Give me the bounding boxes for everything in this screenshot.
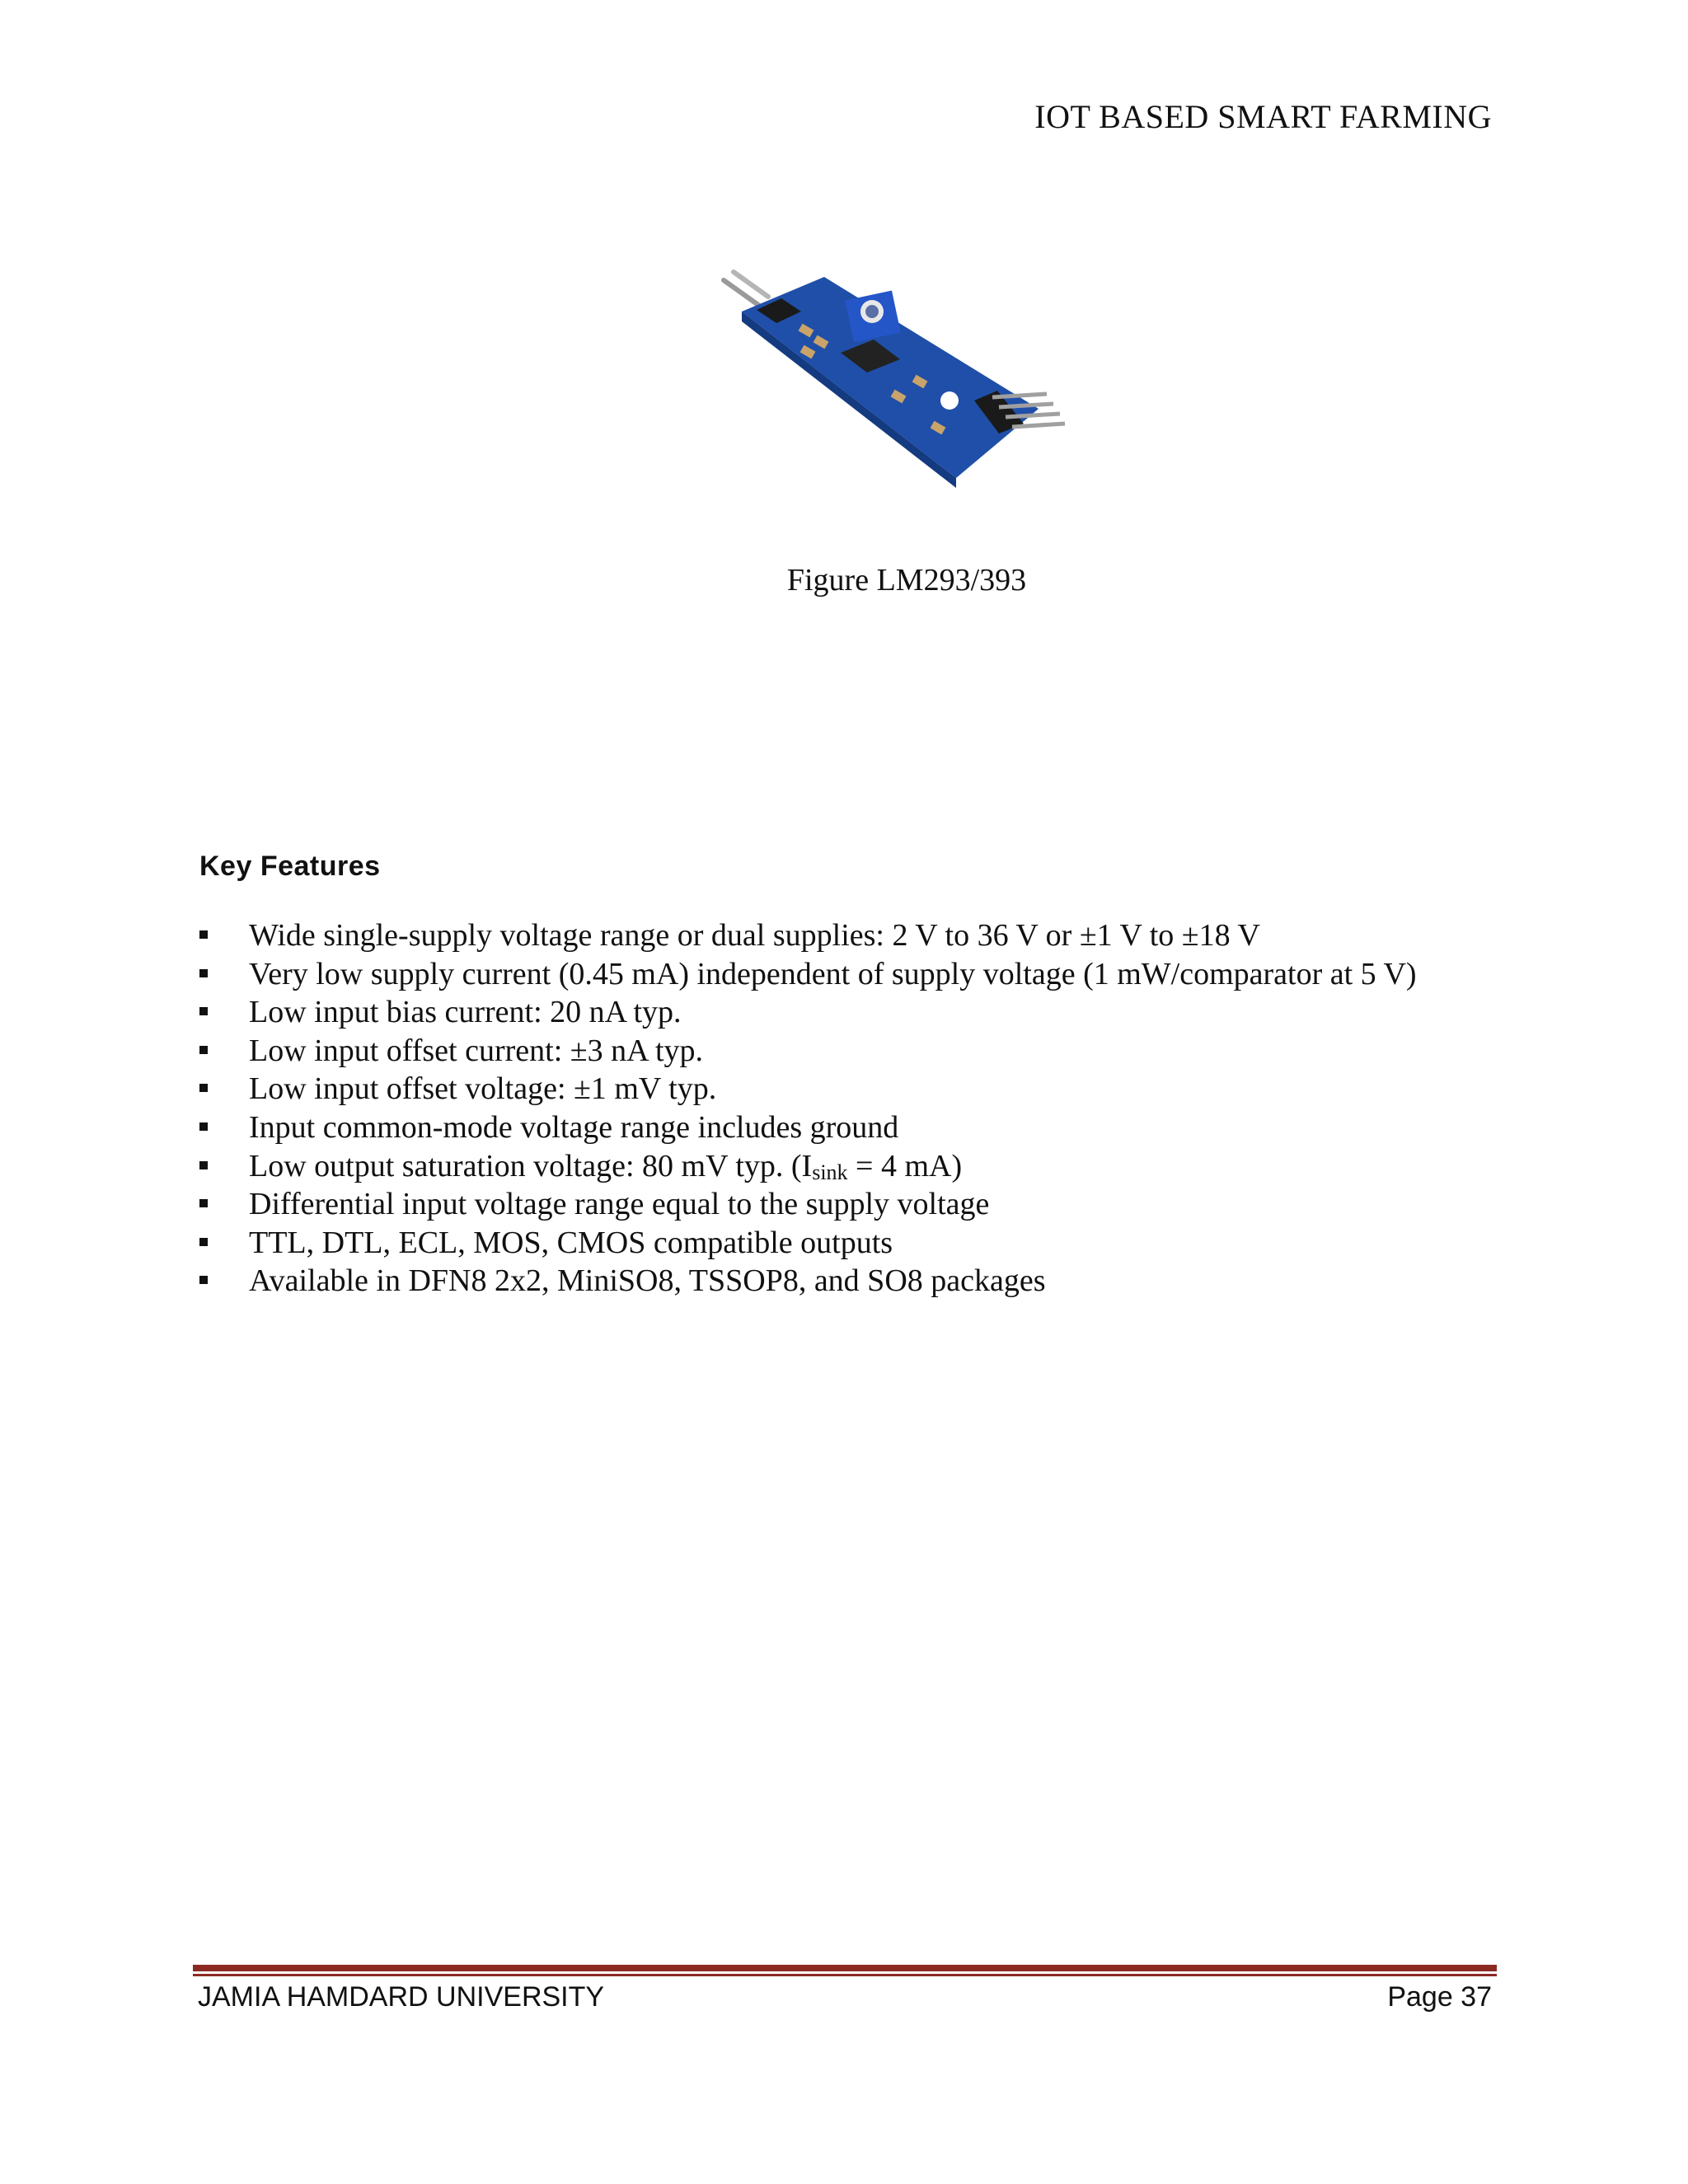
bullet-square-icon: [199, 1007, 208, 1015]
bullet-square-icon: [199, 1199, 208, 1207]
list-item: TTL, DTL, ECL, MOS, CMOS compatible outputs: [199, 1224, 1502, 1263]
bullet-square-icon: [199, 1084, 208, 1092]
running-header: IOT BASED SMART FARMING: [1034, 98, 1492, 135]
list-item-text: Low output saturation voltage: 80 mV typ. ($I_{sink} = 4$ mA): [249, 1148, 963, 1184]
footer-university: JAMIA HAMDARD UNIVERSITY: [198, 1981, 605, 2013]
bullet-square-icon: [199, 1276, 208, 1284]
list-item: Low input offset current: ±3 nA typ.: [199, 1032, 1502, 1071]
list-item: Low input bias current: 20 nA typ.: [199, 993, 1502, 1032]
sensor-module-image: [709, 262, 1071, 509]
bullet-square-icon: [199, 930, 208, 939]
bullet-square-icon: [199, 1238, 208, 1246]
section-heading: Key Features: [199, 851, 381, 882]
list-item: Very low supply current (0.45 mA) independent of supply voltage (1 mW/comparator at 5 V): [199, 955, 1502, 994]
list-item: Low input offset voltage: ±1 mV typ.: [199, 1070, 1502, 1108]
bullet-square-icon: [199, 969, 208, 977]
list-item: Input common-mode voltage range includes ground: [199, 1108, 1502, 1147]
bullet-square-icon: [199, 1122, 208, 1131]
list-item: Differential input voltage range equal to the supply voltage: [199, 1185, 1502, 1224]
list-item: [199, 1147, 1502, 1186]
list-item: Available in DFN8 2x2, MiniSO8, TSSOP8, and SO8 packages: [199, 1262, 1502, 1301]
figure-caption: Figure LM293/393: [786, 563, 1027, 598]
feature-list: [199, 916, 1502, 1301]
footer-rule: [193, 1965, 1497, 1976]
list-item: Wide single-supply voltage range or dual supplies: 2 V to 36 V or ±1 V to ±18 V: [199, 916, 1502, 955]
page-number: Page 37: [1387, 1981, 1492, 2013]
bullet-square-icon: [199, 1161, 208, 1169]
bullet-square-icon: [199, 1046, 208, 1054]
